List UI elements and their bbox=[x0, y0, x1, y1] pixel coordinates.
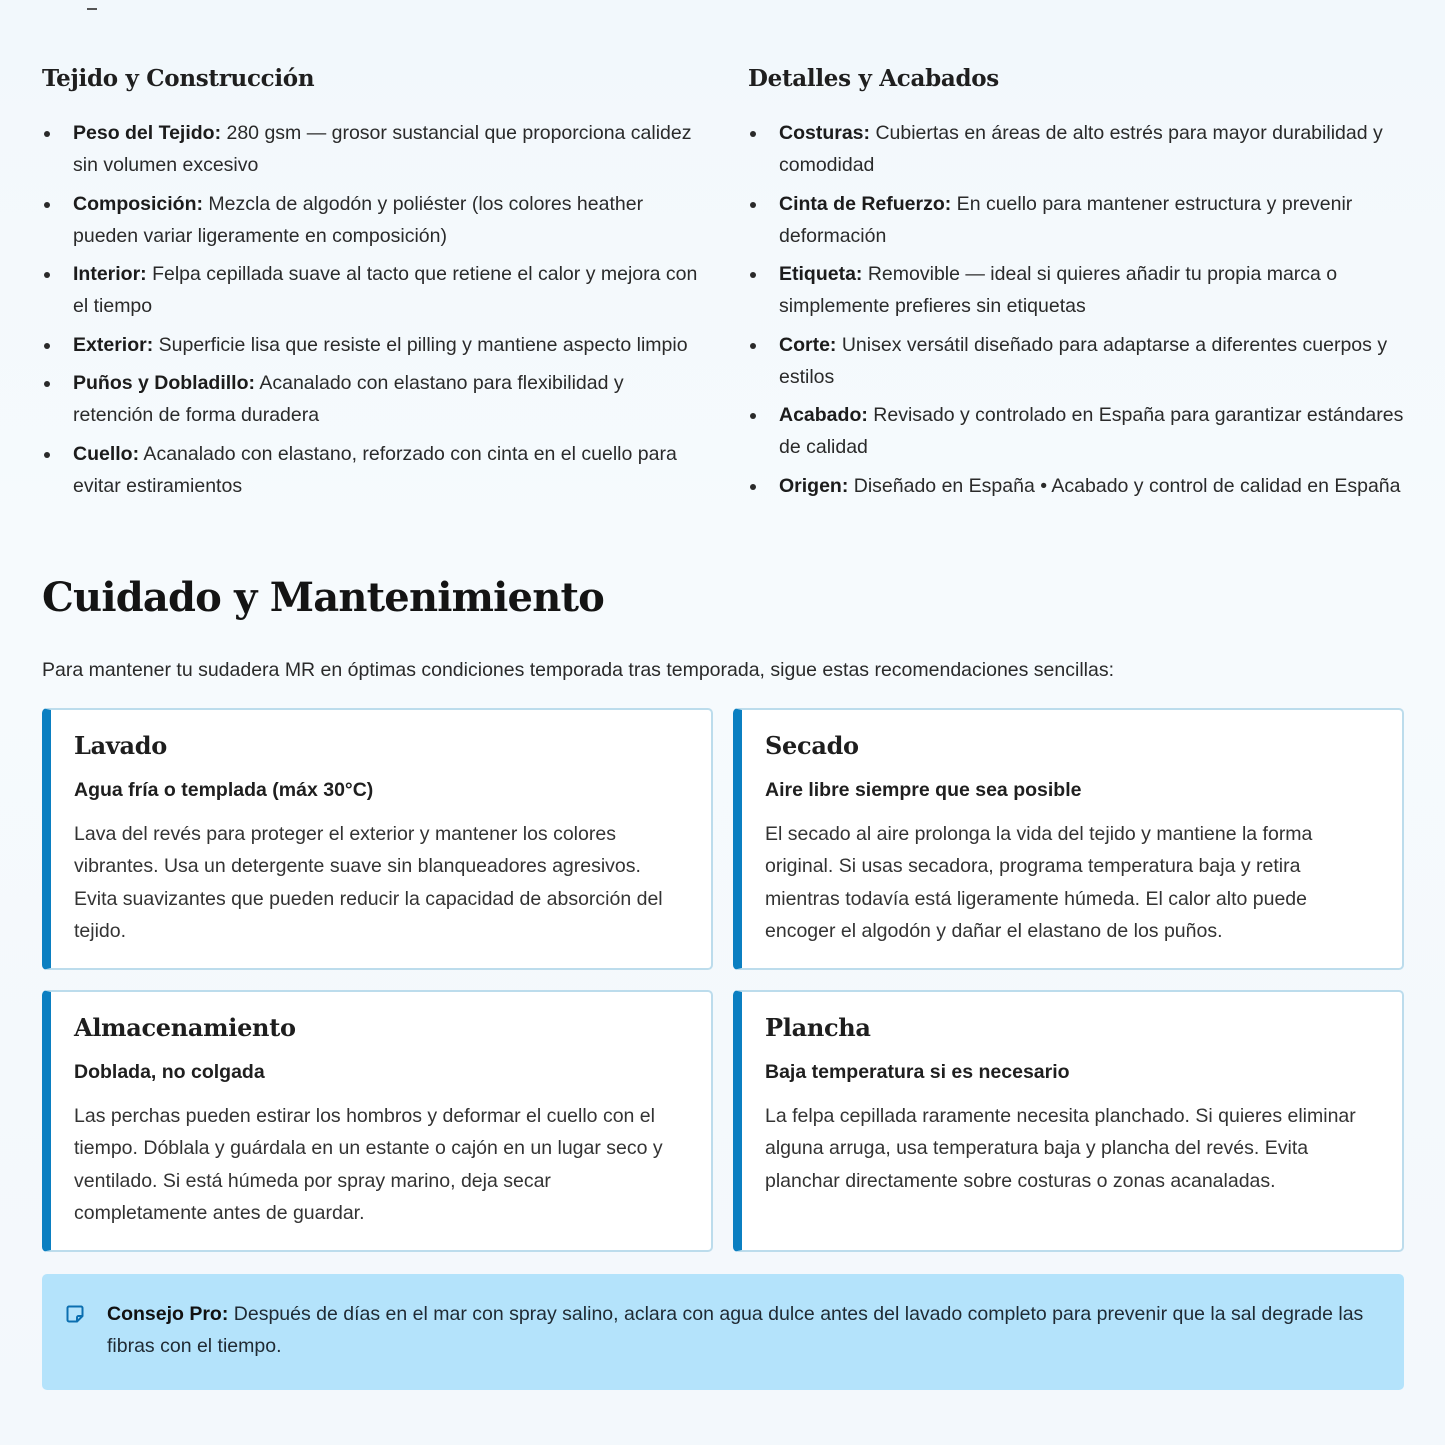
top-mark bbox=[87, 8, 97, 10]
list-item: Interior: Felpa cepillada suave al tacto que retiene el calor y mejora con el tiempo bbox=[42, 258, 698, 322]
care-card-storage bbox=[42, 990, 713, 1252]
care-card-ironing bbox=[733, 990, 1404, 1252]
care-card-washing bbox=[42, 708, 713, 970]
card-body: La felpa cepillada raramente necesita planchado. Si quieres eliminar alguna arruga, usa temperatura baja y plancha del revés. Evita planchar directamente sobre costuras o zonas acanaladas. bbox=[765, 1105, 1356, 1192]
card-title: Lavado bbox=[74, 731, 167, 760]
card-subtitle: Aire libre siempre que sea posible bbox=[765, 779, 1082, 801]
card-subtitle: Doblada, no colgada bbox=[74, 1061, 265, 1083]
list-item: Puños y Dobladillo: Acanalado con elastano para flexibilidad y retención de forma duradera bbox=[42, 367, 698, 431]
section-intro: Para mantener tu sudadera MR en óptimas condiciones temporada tras temporada, sigue estas recomendaciones sencillas: bbox=[42, 659, 1114, 681]
card-body: Lava del revés para proteger el exterior y mantener los colores vibrantes. Usa un detergente suave sin blanqueadores agresivos. Evita suavizantes que pueden reducir la capacidad de absorción del tejido. bbox=[74, 823, 663, 942]
spec-list bbox=[42, 117, 698, 502]
list-item: Etiqueta: Removible — ideal si quieres añadir tu propia marca o simplemente prefieres sin etiquetas bbox=[748, 258, 1404, 322]
spec-column-title: Detalles y Acabados bbox=[748, 65, 999, 92]
spec-column-details bbox=[748, 62, 1404, 508]
spec-list bbox=[748, 117, 1404, 502]
pro-tip-text: Consejo Pro: Después de días en el mar con spray salino, aclara con agua dulce antes del lavado completo para prevenir que la sal degrade las fibras con el tiempo. bbox=[107, 1303, 1364, 1357]
list-item: Exterior: Superficie lisa que resiste el pilling y mantiene aspecto limpio bbox=[42, 329, 698, 361]
card-subtitle: Agua fría o templada (máx 30°C) bbox=[74, 779, 374, 801]
list-item: Cuello: Acanalado con elastano, reforzado con cinta en el cuello para evitar estiramientos bbox=[42, 438, 698, 502]
spec-columns bbox=[42, 62, 1404, 508]
card-body: Las perchas pueden estirar los hombros y deformar el cuello con el tiempo. Dóblala y guárdala en un estante o cajón en un lugar seco y ventilado. Si está húmeda por spray marino, deja secar completamente antes de guardar. bbox=[74, 1105, 663, 1224]
note-icon bbox=[65, 1304, 85, 1324]
list-item: Corte: Unisex versátil diseñado para adaptarse a diferentes cuerpos y estilos bbox=[748, 329, 1404, 393]
list-item: Origen: Diseñado en España • Acabado y control de calidad en España bbox=[748, 470, 1404, 502]
pro-tip-label: Consejo Pro: bbox=[107, 1303, 229, 1325]
card-subtitle: Baja temperatura si es necesario bbox=[765, 1061, 1070, 1083]
list-item: Cinta de Refuerzo: En cuello para mantener estructura y prevenir deformación bbox=[748, 188, 1404, 252]
list-item: Peso del Tejido: 280 gsm — grosor sustancial que proporciona calidez sin volumen excesivo bbox=[42, 117, 698, 181]
spec-column-fabric bbox=[42, 62, 698, 508]
card-title: Almacenamiento bbox=[74, 1013, 296, 1042]
care-card-drying bbox=[733, 708, 1404, 970]
spec-column-title: Tejido y Construcción bbox=[42, 65, 315, 92]
pro-tip-callout bbox=[42, 1274, 1404, 1390]
list-item: Costuras: Cubiertas en áreas de alto estrés para mayor durabilidad y comodidad bbox=[748, 117, 1404, 181]
list-item: Composición: Mezcla de algodón y poliéster (los colores heather pueden variar ligeramente en composición) bbox=[42, 188, 698, 252]
card-title: Plancha bbox=[765, 1013, 871, 1042]
section-title: Cuidado y Mantenimiento bbox=[42, 574, 605, 621]
card-body: El secado al aire prolonga la vida del tejido y mantiene la forma original. Si usas secadora, programa temperatura baja y retira mientras todavía está ligeramente húmeda. El calor alto puede encoger el algodón y dañar el elastano de los puños. bbox=[765, 823, 1313, 942]
list-item: Acabado: Revisado y controlado en España para garantizar estándares de calidad bbox=[748, 399, 1404, 463]
card-title: Secado bbox=[765, 731, 859, 760]
